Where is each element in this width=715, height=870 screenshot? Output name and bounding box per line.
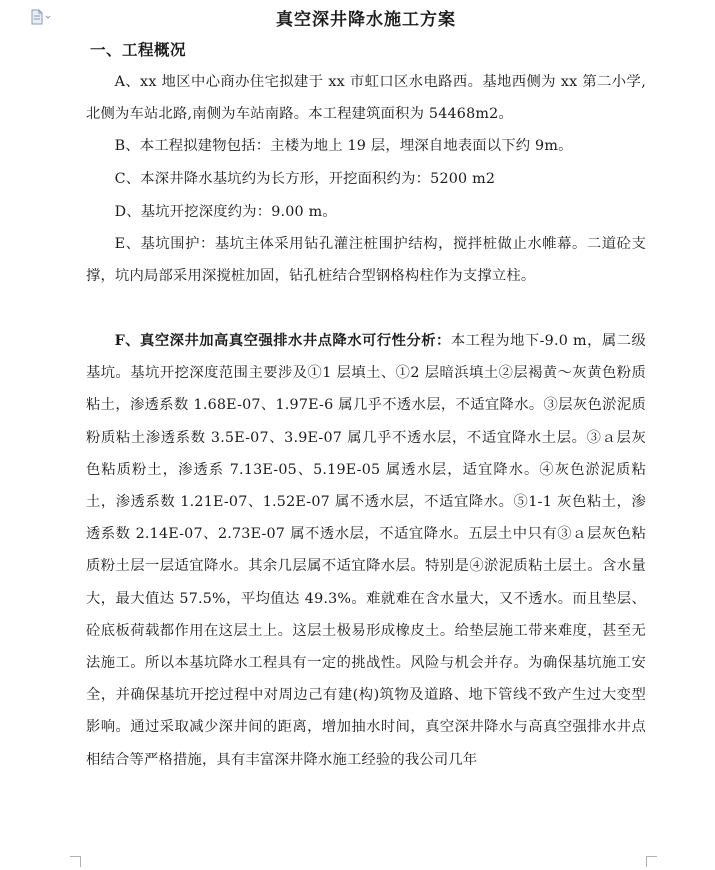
paragraph-b: B、本工程拟建物包括：主楼为地上 19 层，埋深自地表面以下约 9m。 <box>114 138 573 154</box>
document-title: 真空深井降水施工方案 <box>276 10 456 30</box>
page-corner-mark-left <box>70 856 81 867</box>
page-corner-mark-right <box>646 856 657 867</box>
paragraph-f <box>86 325 646 776</box>
paragraph-f-body: 本工程为地下-9.0 m，属二级基坑。基坑开挖深度范围主要涉及①1 层填土、①2 层暗浜填土②层褐黄～灰黄色粉质粘土，渗透系数 1.68E-07、1.97E-6 属几乎不透水层，不适宜降水。③层灰色淤泥质粉质粘土渗透系数 3.5E-07、3.9E-07 属几乎不透水层，不适宜降水土层。③ａ层灰色粘质粉土，渗透系 7.13E-05、5.19E-05 属透水层，适宜降水。④灰色淤泥质粘土，渗透系数 1.21E-07、1.52E-07 属不透水层，不适宜降水。⑤1-1 灰色粘土，渗透系数 2.14E-07、2.73E-07 属不透水层，不适宜降水。五层土中只有③ａ层灰色粘质粉土层一层适宜降水。其余几层属不适宜降水层。特别是④淤泥质粘土层土。含水量大，最大值达 57.5%，平均值达 49.3%。难就难在含水量大，又不透水。而且垫层、砼底板荷载都作用在这层土上。这层土极易形成橡皮土。给垫层施工带来难度，甚至无法施工。所以本基坑降水工程具有一定的挑战性。风险与机会并存。为确保基坑施工安全，并确保基坑开挖过程中对周边己有建(构)筑物及道路、地下管线不致产生过大变型影响。通过采取减少深井间的距离，增加抽水时间，真空深井降水与高真空强排水井点相结合等严格措施，具有丰富深井降水施工经验的我公司几年 <box>86 333 646 768</box>
paragraph-f-heading: F、真空深井加高真空强排水井点降水可行性分析： <box>114 333 451 349</box>
section-heading: 一、工程概况 <box>90 40 187 59</box>
paragraph-d: D、基坑开挖深度约为：9.00 m。 <box>114 204 337 220</box>
paragraph-e: E、基坑围护：基坑主体采用钻孔灌注桩围护结构，搅拌桩做止水帷幕。二道砼支撑，坑内局部采用深搅桩加固，钻孔桩结合型钢格构柱作为支撑立柱。 <box>86 236 646 285</box>
document-icon[interactable] <box>30 9 52 25</box>
paragraph-a: A、xx 地区中心商办住宅拟建于 xx 市虹口区水电路西。基地西侧为 xx 第二小学,北侧为车站北路,南侧为车站南路。本工程建筑面积为 54468m2。 <box>86 74 646 123</box>
paragraph-c: C、本深井降水基坑约为长方形，开挖面积约为：5200 m2 <box>114 171 496 187</box>
